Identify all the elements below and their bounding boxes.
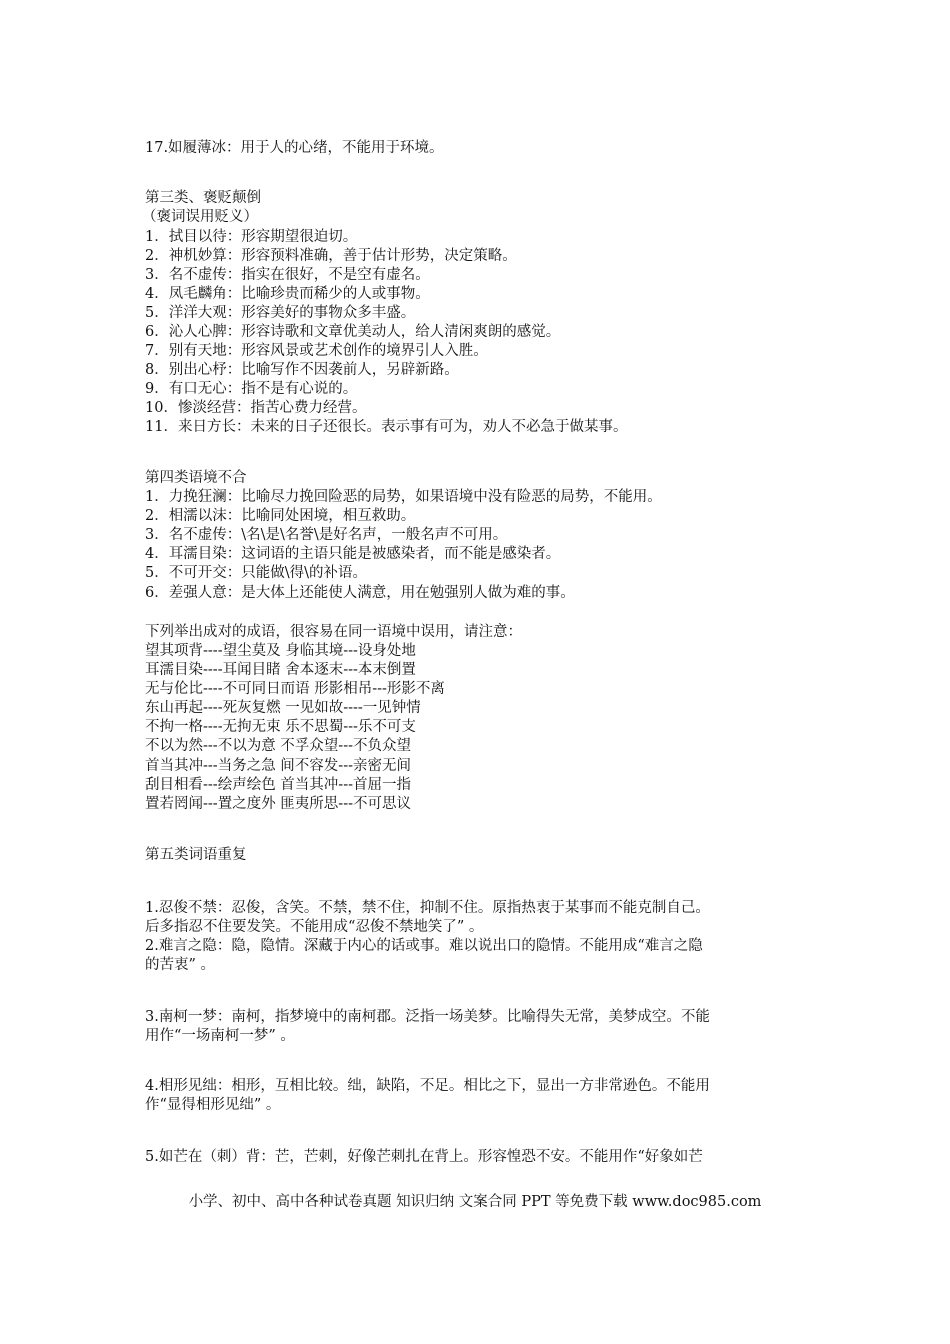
section5-item-line: 1.忍俊不禁：忍俊，含笑。不禁，禁不住，抑制不住。原指热衷于某事而不能克制自己。 — [145, 900, 710, 916]
section3-item: 1．拭目以待：形容期望很迫切。 — [145, 229, 358, 245]
section3-item: 7．别有天地：形容风景或艺术创作的境界引人入胜。 — [145, 343, 488, 359]
section5-item-line: 4.相形见绌：相形，互相比较。绌，缺陷，不足。相比之下，显出一方非常逊色。不能用 — [145, 1078, 710, 1094]
pair-line: 不拘一格----无拘无束 乐不思蜀---乐不可支 — [145, 719, 416, 735]
section5-item-line: 3.南柯一梦：南柯，指梦境中的南柯郡。泛指一场美梦。比喻得失无常，美梦成空。不能 — [145, 1009, 710, 1025]
pair-line: 刮目相看---绘声绘色 首当其冲---首屈一指 — [145, 777, 412, 793]
section4-item: 5．不可开交：只能做\得\的补语。 — [145, 565, 367, 581]
section4-item: 4．耳濡目染：这词语的主语只能是被感染者，而不能是感染者。 — [145, 546, 561, 562]
section5-item-line: 用作“一场南柯一梦” 。 — [145, 1028, 295, 1044]
section5-item-line: 的苦衷” 。 — [145, 957, 216, 973]
section4-item: 3．名不虚传：\名\是\名誉\是好名声，一般名声不可用。 — [145, 527, 508, 543]
section5-item-line: 作“显得相形见绌” 。 — [145, 1097, 281, 1113]
section5-item-line: 2.难言之隐：隐，隐情。深藏于内心的话或事。难以说出口的隐情。不能用成“难言之隐 — [145, 938, 703, 954]
section4-item: 1．力挽狂澜：比喻尽力挽回险恶的局势，如果语境中没有险恶的局势，不能用。 — [145, 489, 662, 505]
section5-item-line: 后多指忍不住要发笑。不能用成“忍俊不禁地笑了” 。 — [145, 919, 484, 935]
pair-line: 望其项背----望尘莫及 身临其境---设身处地 — [145, 643, 416, 659]
section4-title: 第四类语境不合 — [145, 470, 247, 486]
section3-item: 5．洋洋大观：形容美好的事物众多丰盛。 — [145, 305, 416, 321]
section3-item: 9．有口无心：指不是有心说的。 — [145, 381, 358, 397]
pair-line: 首当其冲---当务之急 间不容发---亲密无间 — [145, 758, 412, 774]
section3-item: 4．凤毛麟角：比喻珍贵而稀少的人或事物。 — [145, 286, 430, 302]
section5-title: 第五类词语重复 — [145, 847, 247, 863]
section3-item: 3．名不虚传：指实在很好，不是空有虚名。 — [145, 267, 430, 283]
section3-item: 8．别出心杼：比喻写作不因袭前人，另辟新路。 — [145, 362, 459, 378]
page-footer: 小学、初中、高中各种试卷真题 知识归纳 文案合同 PPT 等免费下载 www.doc985.com — [188, 1194, 762, 1210]
pair-line: 无与伦比----不可同日而语 形影相吊---形影不离 — [145, 681, 445, 697]
section3-title: 第三类、褒贬颠倒 — [145, 190, 261, 206]
section3-item: 10．惨淡经营：指苦心费力经营。 — [145, 400, 367, 416]
section5-item-line: 5.如芒在（刺）背：芒，芒刺，好像芒刺扎在背上。形容惶恐不安。不能用作“好象如芒 — [145, 1149, 703, 1165]
section4-item: 6．差强人意：是大体上还能使人满意，用在勉强别人做为难的事。 — [145, 585, 575, 601]
section3-item: 2．神机妙算：形容预料准确，善于估计形势，决定策略。 — [145, 248, 517, 264]
pair-line: 不以为然---不以为意 不孚众望---不负众望 — [145, 738, 412, 754]
item-17: 17.如履薄冰：用于人的心绪，不能用于环境。 — [145, 140, 444, 156]
section3-item: 6．沁人心脾：形容诗歌和文章优美动人，给人清闲爽朗的感觉。 — [145, 324, 561, 340]
pair-line: 耳濡目染----耳闻目睹 舍本逐末---本末倒置 — [145, 662, 416, 678]
pair-line: 东山再起----死灰复燃 一见如故----一见钟情 — [145, 700, 421, 716]
section3-subtitle: （褒词误用贬义） — [142, 209, 258, 225]
section4-item: 2．相濡以沫：比喻同处困境，相互救助。 — [145, 508, 416, 524]
pair-line: 置若罔闻---置之度外 匪夷所思---不可思议 — [145, 796, 412, 812]
pairs-intro: 下列举出成对的成语，很容易在同一语境中误用，请注意： — [145, 624, 522, 640]
section3-item: 11．来日方长：未来的日子还很长。表示事有可为，劝人不必急于做某事。 — [145, 419, 628, 435]
